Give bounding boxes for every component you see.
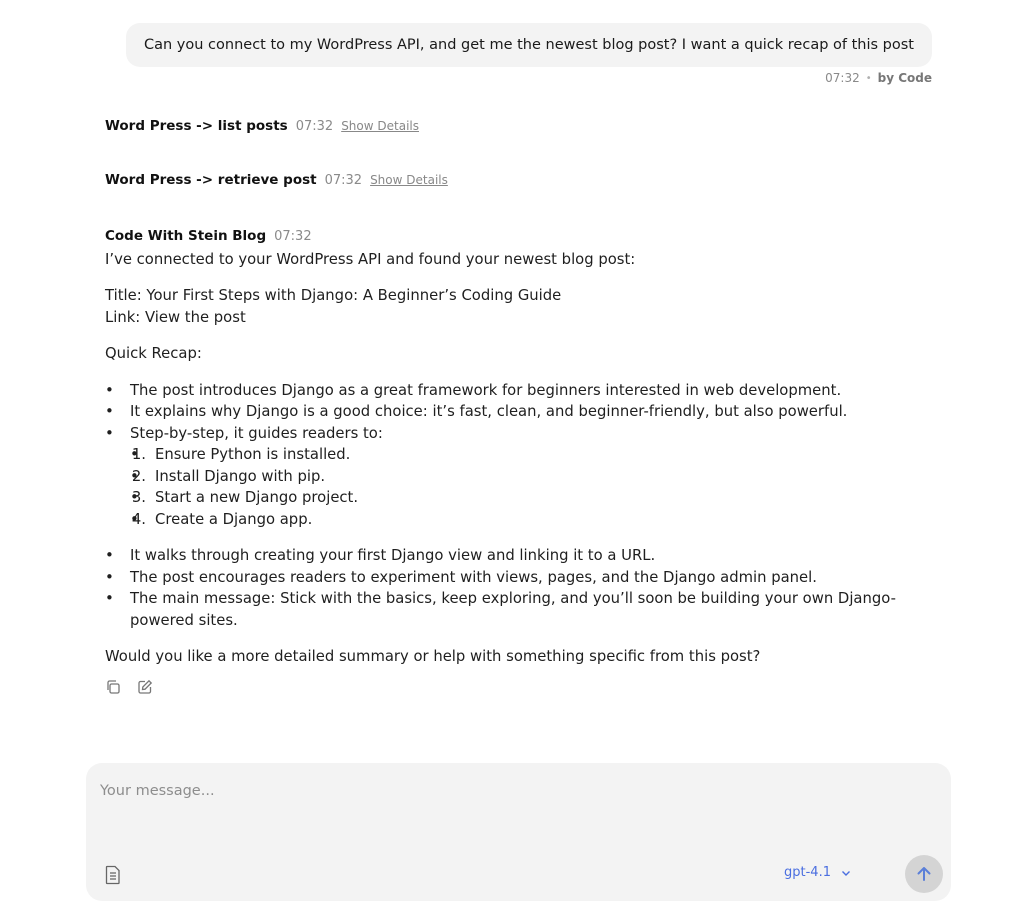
step-item: [130, 466, 905, 488]
assistant-closing: Would you like a more detailed summary or help with something specific from this post?: [105, 648, 761, 665]
step-number: • 4.: [131, 510, 146, 528]
tool-call-name: Word Press -> list posts: [105, 118, 288, 134]
list-item: • It walks through creating your first Django view and linking it to a URL.: [105, 545, 905, 567]
assistant-message: [105, 226, 905, 683]
file-icon[interactable]: [104, 865, 122, 885]
assistant-name: Code With Stein Blog: [105, 228, 267, 244]
message-composer: [86, 763, 951, 901]
tool-call-retrieve-post: [105, 172, 448, 188]
tool-call-time: 07:32: [324, 173, 363, 188]
step-number: • 3.: [131, 489, 146, 506]
post-link-line: Link: View the post: [105, 308, 246, 326]
step-number: • 2.: [131, 467, 146, 485]
list-item: • The post encourages readers to experiment with views, pages, and the Django admin panel.: [105, 567, 905, 589]
message-actions: [105, 679, 153, 695]
user-message-bubble: [126, 23, 932, 67]
step-number: • 1.: [131, 446, 146, 463]
tool-call-time: 07:32: [295, 119, 334, 134]
model-name: gpt-4.1: [784, 865, 831, 880]
edit-icon[interactable]: [137, 679, 153, 695]
step-text: Start a new Django project.: [155, 489, 359, 506]
list-item: [105, 423, 905, 531]
list-item: • The post introduces Django as a great framework for beginners interested in web development.: [105, 380, 905, 402]
list-item: • It explains why Django is a good choice: it’s fast, clean, and beginner-friendly, but also powerful.: [105, 401, 905, 423]
step-item: [130, 509, 905, 531]
list-item-text: Step-by-step, it guides readers to:: [130, 424, 383, 442]
tool-call-list-posts: [105, 118, 419, 134]
model-selector[interactable]: [784, 865, 851, 880]
user-message-time: 07:32: [825, 71, 860, 85]
steps-list: [130, 444, 905, 530]
user-message-author: by Code: [877, 71, 932, 85]
assistant-intro: I’ve connected to your WordPress API and found your newest blog post:: [105, 250, 636, 268]
separator-dot: •: [865, 72, 872, 84]
tool-call-name: Word Press -> retrieve post: [105, 172, 317, 188]
step-item: [130, 444, 905, 466]
post-title-line: Title: Your First Steps with Django: A Beginner’s Coding Guide: [105, 287, 562, 304]
copy-icon[interactable]: [105, 679, 121, 695]
recap-list-continued: [105, 545, 905, 631]
message-input[interactable]: [100, 783, 930, 843]
step-text: Install Django with pip.: [155, 467, 326, 485]
step-text: Create a Django app.: [155, 510, 313, 528]
send-button[interactable]: [905, 855, 943, 893]
recap-list: [105, 380, 905, 531]
chevron-down-icon: [841, 869, 851, 877]
arrow-up-icon: [915, 865, 933, 883]
assistant-time: 07:32: [274, 229, 312, 244]
assistant-header: [105, 226, 905, 248]
user-message-text: Can you connect to my WordPress API, and get me the newest blog post? I want a quick recap of this post: [143, 37, 914, 53]
show-details-link[interactable]: Show Details: [370, 173, 448, 187]
step-text: Ensure Python is installed.: [155, 446, 351, 463]
list-item: • The main message: Stick with the basics, keep exploring, and you’ll soon be building your own Django-powered sites.: [105, 588, 905, 631]
show-details-link[interactable]: Show Details: [341, 119, 419, 133]
user-message-meta: [825, 71, 932, 85]
step-item: [130, 487, 905, 509]
recap-heading: Quick Recap:: [105, 345, 202, 362]
